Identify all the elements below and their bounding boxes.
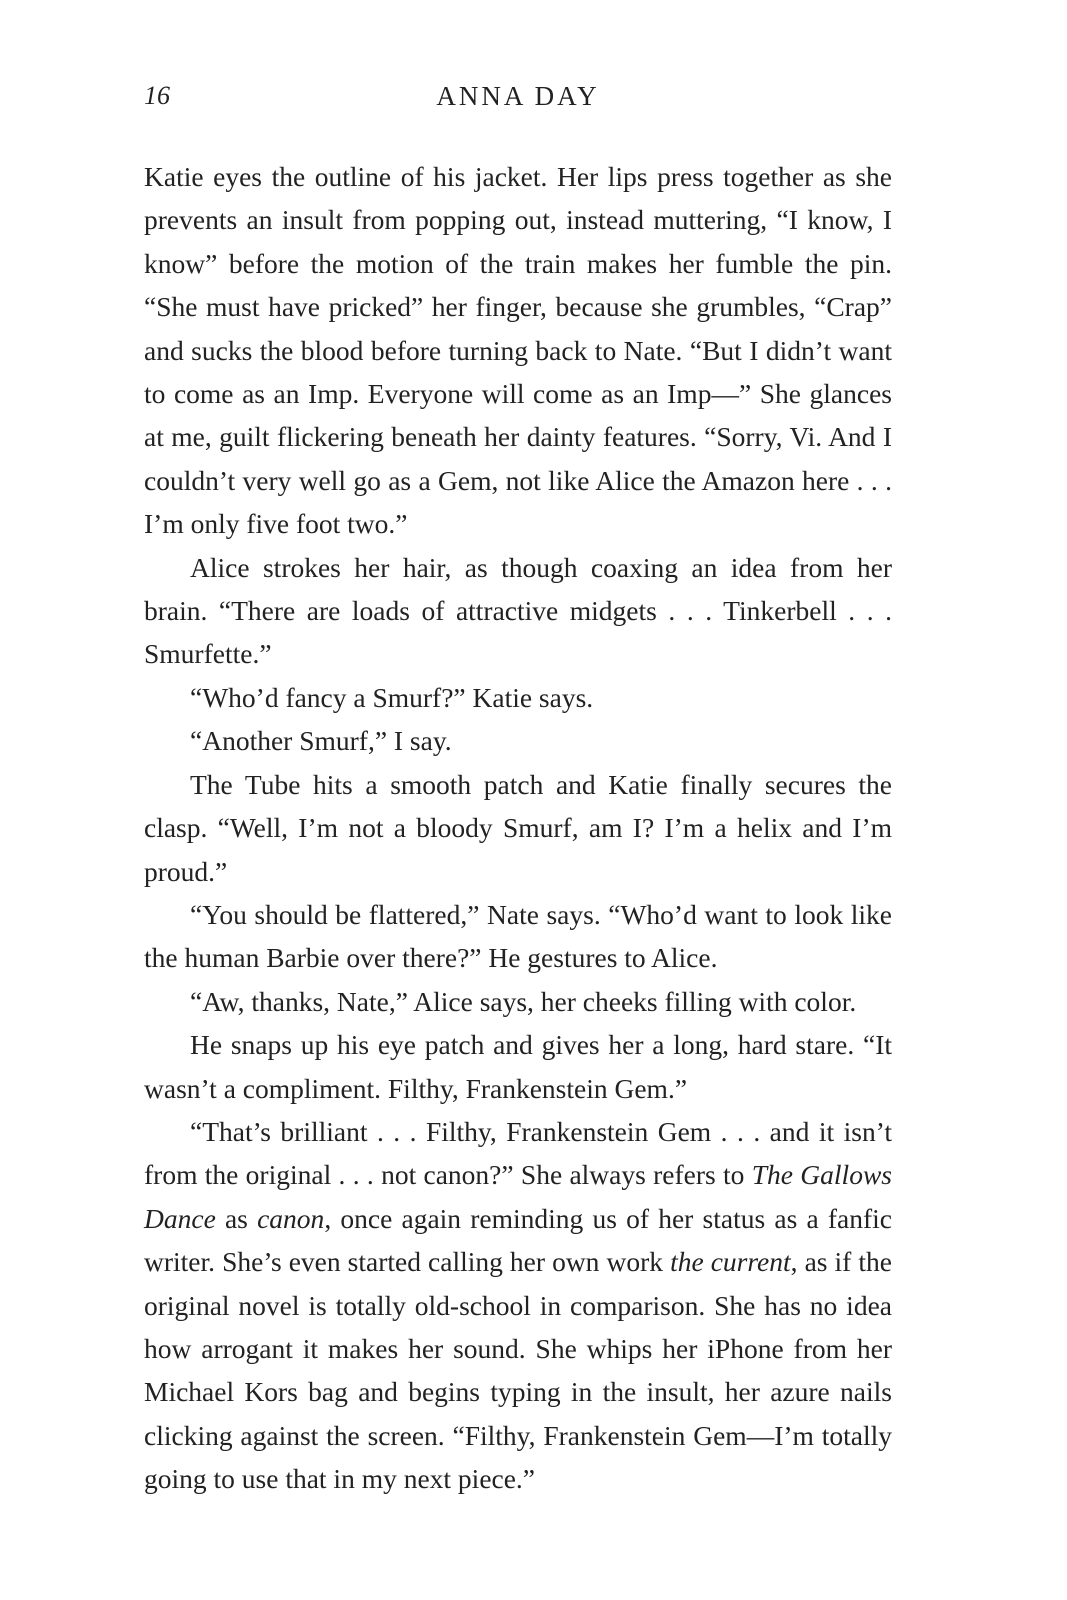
paragraph: Katie eyes the outline of his jacket. Her lips press together as she prevents an insult from popping out, instead muttering, “I know, I know” before the motion of the train makes her fumble the pin. “She must have pricked” her finger, because she grumbles, “Crap” and sucks the blood before turning back to Nate. “But I didn’t want to come as an Imp. Everyone will come as an Imp—” She glances at me, guilt flickering beneath her dainty features. “Sorry, Vi. And I couldn’t very well go as a Gem, not like Alice the Amazon here . . . I’m only five foot two.” <box>144 161 892 540</box>
paragraph <box>144 1110 892 1501</box>
book-title-italic: The Gallows Dance <box>144 1159 892 1234</box>
body-text <box>144 155 892 1501</box>
header-author: ANNA DAY <box>436 81 600 111</box>
running-header <box>144 76 892 116</box>
paragraph: “Another Smurf,” I say. <box>190 725 452 757</box>
paragraph: “You should be flattered,” Nate says. “Who’d want to look like the human Barbie over there?” He gestures to Alice. <box>144 898 892 974</box>
page-number: 16 <box>144 81 170 110</box>
paragraph: “Who’d fancy a Smurf?” Katie says. <box>190 681 594 713</box>
paragraph: The Tube hits a smooth patch and Katie finally secures the clasp. “Well, I’m not a bloody Smurf, am I? I’m a helix and I’m proud.” <box>144 768 892 887</box>
text-segment: , as if the original novel is totally old-school in comparison. She has no idea how arrogant it makes her sound. She whips her iPhone from her Michael Kors bag and begins typing in the insult, her azure nails clicking against the screen. “Filthy, Frankenstein Gem—I’m totally going to use that in my next piece.” <box>144 1246 892 1495</box>
italic-term: canon <box>257 1202 325 1234</box>
paragraph: Alice strokes her hair, as though coaxing an idea from her brain. “There are loads of attractive midgets . . . Tinkerbell . . . Smurfette.” <box>144 551 892 670</box>
text-segment: as <box>215 1202 258 1234</box>
paragraph: “Aw, thanks, Nate,” Alice says, her cheeks filling with color. <box>190 985 857 1017</box>
text-segment: “That’s brilliant . . . Filthy, Frankenstein Gem . . . and it isn’t from the original . . . not canon?” She always refers to <box>144 1115 892 1191</box>
text-segment: , once again reminding us of her status as a fanfic writer. She’s even started calling her own work <box>144 1202 892 1278</box>
paragraph: He snaps up his eye patch and gives her a long, hard stare. “It wasn’t a compliment. Filthy, Frankenstein Gem.” <box>144 1029 892 1104</box>
italic-term: the current <box>670 1246 791 1278</box>
